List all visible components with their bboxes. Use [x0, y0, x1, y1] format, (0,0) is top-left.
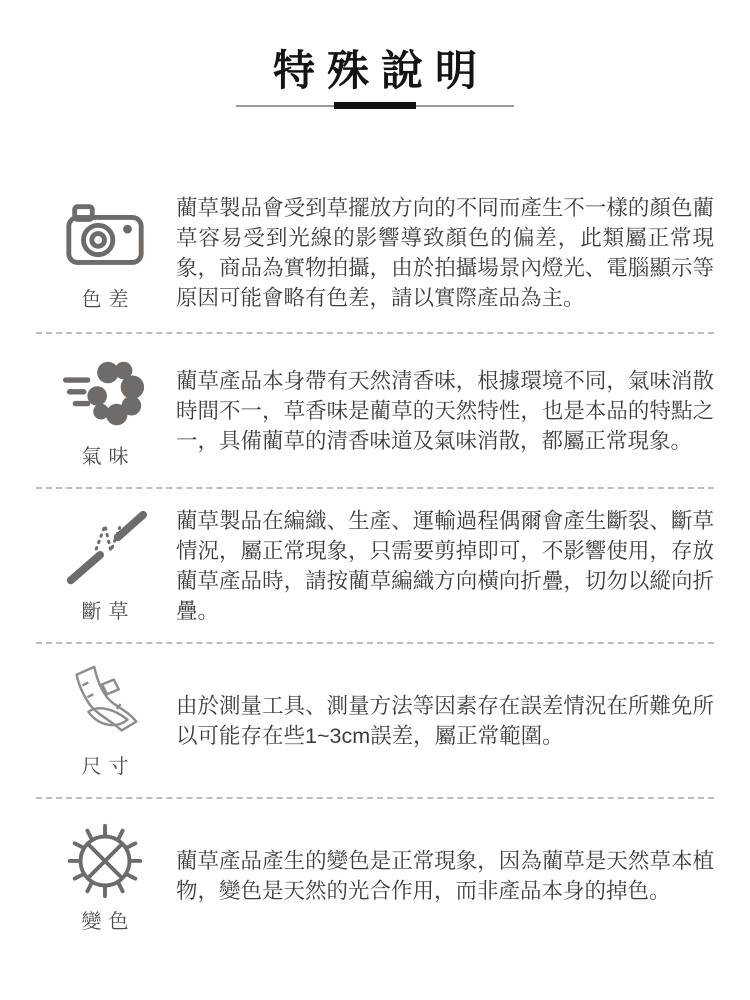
- section-icon-column: [36, 816, 174, 935]
- section-text-column: [176, 193, 714, 313]
- section-text-column: [176, 366, 714, 456]
- section-text: 藺草製品會受到草擺放方向的不同而產生不一樣的顏色藺草容易受到光線的影響導致顏色的偏差，此類屬正常現象，商品為實物拍攝，由於拍攝場景內燈光、電腦顯示等原因可能會略有色差，請以實際產品為主。: [176, 196, 714, 310]
- section-label: 尺寸: [81, 756, 136, 778]
- section-text: 藺草製品在編織、生產、運輸過程偶爾會產生斷裂、斷草情況，屬正常現象，只需要剪掉即可，不影響使用，存放藺草產品時，請按藺草編織方向橫向折疊，切勿以縱向折疊。: [176, 508, 714, 623]
- section-text: 藺草產品產生的變色是正常現象，因為藺草是天然草本植物，變色是天然的光合作用，而非產品本身的掉色。: [176, 848, 714, 903]
- section-color-difference: [36, 174, 714, 332]
- section-label: 斷草: [81, 601, 136, 623]
- section-label: 變色: [81, 911, 136, 933]
- title-underline: [236, 102, 514, 110]
- measuring-tape-icon: [61, 661, 149, 749]
- section-text-column: [176, 506, 714, 626]
- section-broken-grass: [36, 489, 714, 642]
- sections-list: [0, 174, 750, 952]
- page-header: [0, 0, 750, 110]
- sun-discoloration-icon: [61, 816, 149, 904]
- section-discoloration: [36, 799, 714, 952]
- camera-icon: [61, 194, 149, 282]
- smoke-odor-icon: [61, 351, 149, 439]
- section-size: [36, 644, 714, 797]
- broken-grass-icon: [61, 506, 149, 594]
- section-text: 由於測量工具、測量方法等因素存在誤差情況在所難免所以可能存在些1~3cm誤差，屬正常範圍。: [176, 693, 714, 748]
- section-icon-column: [36, 194, 174, 313]
- section-odor: [36, 334, 714, 487]
- section-icon-column: [36, 506, 174, 625]
- section-text-column: [176, 846, 714, 906]
- page-title: 特殊說明: [272, 46, 489, 95]
- section-label: 色差: [81, 288, 136, 311]
- section-text-column: [176, 691, 714, 751]
- section-label: 氣味: [81, 446, 136, 468]
- section-text: 藺草產品本身帶有天然清香味，根據環境不同，氣味消散時間不一，草香味是藺草的天然特性，也是本品的特點之一，具備藺草的清香味道及氣味消散，都屬正常現象。: [176, 368, 714, 453]
- section-icon-column: [36, 351, 174, 470]
- title-underline-thick-bar: [334, 102, 416, 109]
- section-icon-column: [36, 661, 174, 780]
